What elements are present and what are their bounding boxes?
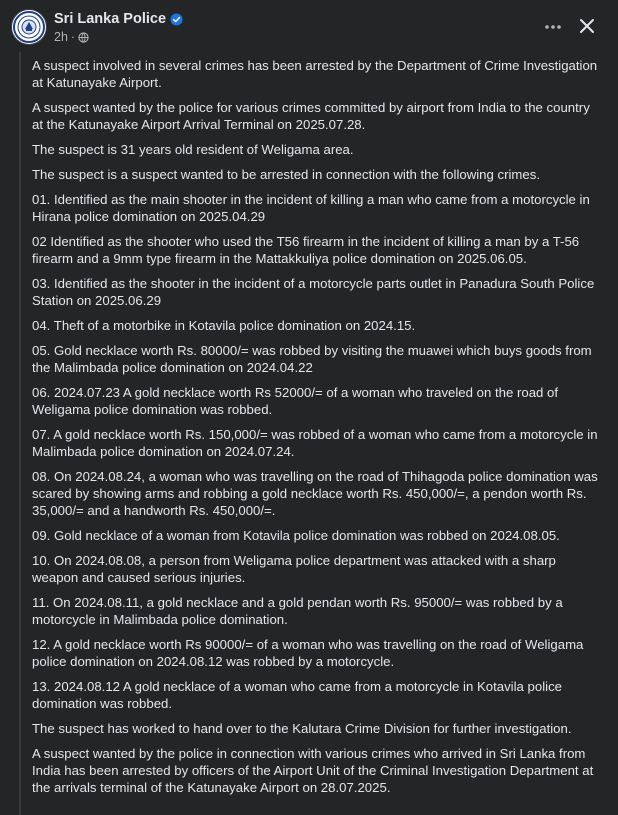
post-paragraph: 11. On 2024.08.11, a gold necklace and a gold pendan worth Rs. 95000/= was robbed by a motorcycle in Malimbada police domination. [32,595,563,627]
page-name-link[interactable] [54,11,183,27]
post-paragraph: 03. Identified as the shooter in the incident of a motorcycle parts outlet in Panadura South Police Station on 2025.06.29 [32,276,595,308]
post-paragraph: 06. 2024.07.23 A gold necklace worth Rs 52000/= of a woman who traveled on the road of Weligama police domination was robbed. [32,385,559,417]
post-paragraph: 12. A gold necklace worth Rs 90000/= of a woman who was travelling on the road of Weligama police domination on 2024.08.12 was robbed by a motorcycle. [32,637,584,669]
post-paragraph: A suspect involved in several crimes has been arrested by the Department of Crime Investigation at Katunayake Airport. [32,58,598,90]
thread-divider [19,52,21,815]
post-paragraph: A suspect wanted by the police in connection with various crimes who arrived in Sri Lanka from India has been arrested by officers of the Airport Unit of the Criminal Investigation Department at the arrivals terminal of the Katunayake Airport on 28.07.2025. [32,746,594,795]
page-avatar[interactable] [11,9,47,45]
post-paragraph: 09. Gold necklace of a woman from Kotavila police domination was robbed on 2024.08.05. [32,528,560,543]
close-button[interactable] [573,12,601,40]
more-dots-icon [544,24,562,30]
post-timestamp[interactable]: 2h [54,30,68,44]
post-text [32,57,604,804]
post-header [0,0,618,52]
post-paragraph: 02 Identified as the shooter who used the T56 firearm in the incident of killing a man by a T-56 firearm and a 9mm type firearm in the Mattakkuliya police domination on 2025.06.05. [32,234,580,266]
post-meta: 2h · [54,30,89,44]
post-paragraph: 07. A gold necklace worth Rs. 150,000/= was robbed of a woman who came from a motorcycle in Malimbada police domination on 2024.07.24. [32,427,598,459]
post-paragraph: 01. Identified as the main shooter in the incident of killing a man who came from a motorcycle in Hirana police domination on 2025.04.29 [32,192,590,224]
more-options-button[interactable] [540,14,566,40]
post-paragraph: 08. On 2024.08.24, a woman who was travelling on the road of Thihagoda police domination was scared by showing arms and robbing a gold necklace worth Rs. 450,000/=, a pendon worth Rs. 35,000/= and a handworth Rs. 450,000/=. [32,469,598,518]
verified-badge-icon [170,13,183,26]
post-paragraph: 05. Gold necklace worth Rs. 80000/= was robbed by visiting the muawei which buys goods from the Malimbada police domination on 2024.04.22 [32,343,592,375]
post-paragraph: 10. On 2024.08.08, a person from Weligama police department was attacked with a sharp weapon and caused serious injuries. [32,553,556,585]
public-globe-icon [78,32,89,43]
page-name[interactable]: Sri Lanka Police [54,11,167,27]
close-icon [579,18,595,34]
post-paragraph: 04. Theft of a motorbike in Kotavila police domination on 2024.15. [32,318,416,333]
post-paragraph: The suspect is 31 years old resident of Weligama area. [32,142,354,157]
police-emblem-icon [12,10,46,44]
post-paragraph: The suspect has worked to hand over to the Kalutara Crime Division for further investigation. [32,721,572,736]
post-paragraph: 13. 2024.08.12 A gold necklace of a woman who came from a motorcycle in Kotavila police domination was robbed. [32,679,562,711]
post-paragraph: The suspect is a suspect wanted to be arrested in connection with the following crimes. [32,167,540,182]
post-paragraph: A suspect wanted by the police for various crimes committed by airport from India to the country at the Katunayake Airport Arrival Terminal on 2025.07.28. [32,100,590,132]
